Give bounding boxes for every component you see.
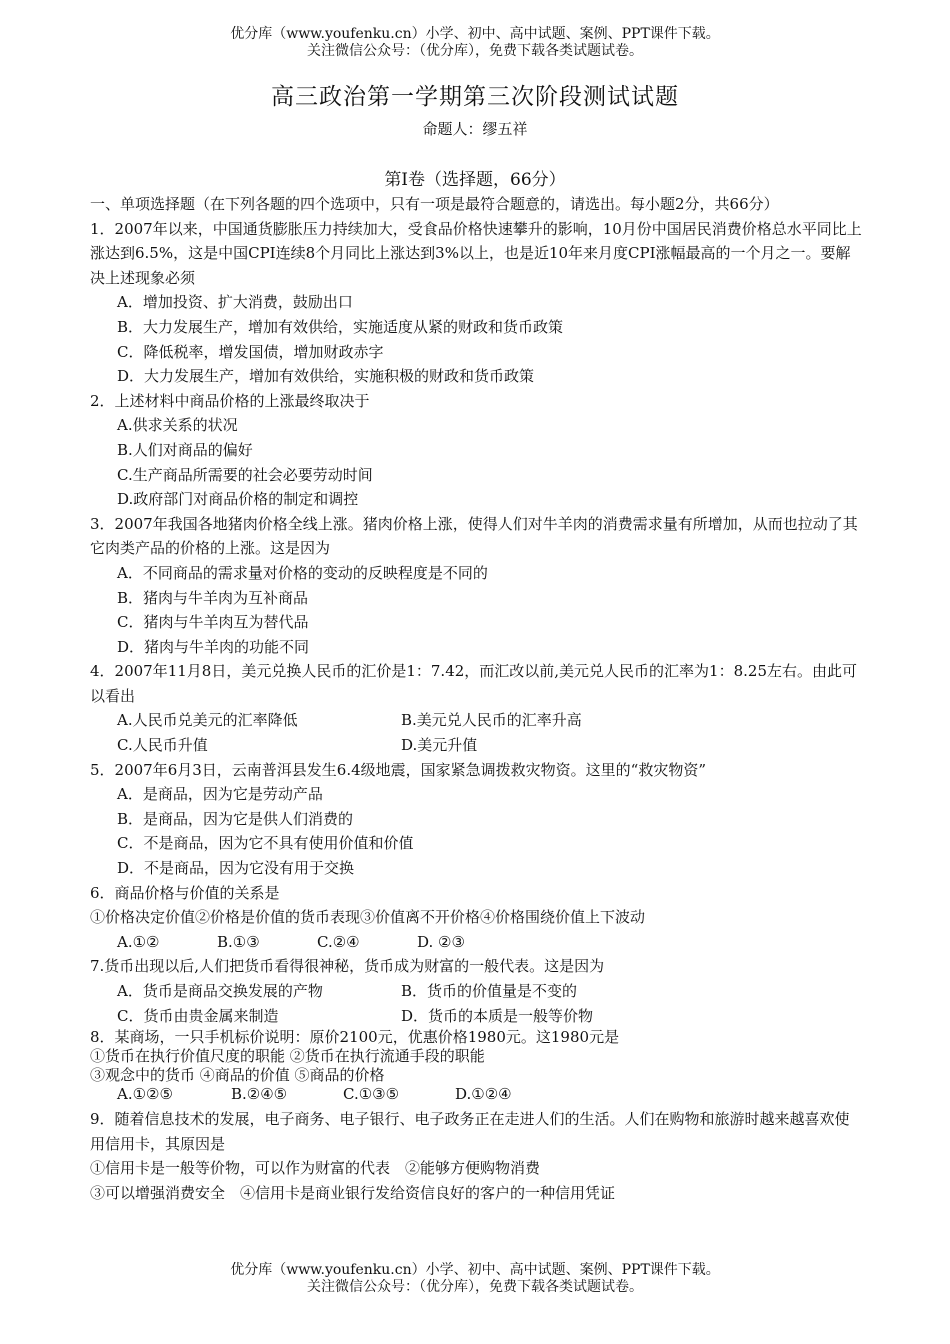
question-body — [90, 192, 862, 1206]
option-b: B．大力发展生产，增加有效供给，实施适度从紧的财政和货币政策 — [117, 317, 564, 336]
document-title: 高三政治第一学期第三次阶段测试试题 — [271, 84, 679, 110]
option-b: B.①③ — [217, 932, 260, 951]
option-a: A．不同商品的需求量对价格的变动的反映程度是不同的 — [117, 563, 488, 582]
question-2 — [90, 389, 862, 512]
footer-line-1: 优分库（www.youfenku.cn）小学、初中、高中试题、案例、PPT课件下载。 — [230, 1262, 720, 1278]
option-c: C．降低税率，增发国债，增加财政赤字 — [117, 342, 384, 361]
option-a: A.①②⑤ — [117, 1085, 173, 1104]
question-stem: 9．随着信息技术的发展，电子商务、电子银行、电子政务正在走进人们的生活。人们在购物和旅游时越来越喜欢使用信用卡，其原因是 — [90, 1110, 850, 1153]
question-stem: 3．2007年我国各地猪肉价格全线上涨。猪肉价格上涨，使得人们对牛羊肉的消费需求量有所增加，从而也拉动了其它肉类产品的价格的上涨。这是因为 — [90, 514, 858, 558]
options-row — [90, 708, 862, 733]
page-footer — [0, 1262, 950, 1296]
option-a: A．增加投资、扩大消费，鼓励出口 — [117, 293, 353, 312]
option-a: A．货币是商品交换发展的产物 — [117, 982, 323, 1000]
header-line-1: 优分库（www.youfenku.cn）小学、初中、高中试题、案例、PPT课件下载。 — [230, 26, 720, 42]
option-c: C．不是商品，因为它不具有使用价值和价值 — [117, 834, 414, 853]
option-c: C.①③⑤ — [343, 1085, 400, 1104]
question-1 — [90, 217, 862, 389]
option-b: B.人们对商品的偏好 — [117, 440, 253, 459]
option-b: B.②④⑤ — [231, 1085, 288, 1104]
option-a: A.人民币兑美元的汇率降低 — [117, 711, 298, 730]
question-4 — [90, 659, 862, 757]
option-c: C.人民币升值 — [117, 736, 208, 755]
author-line: 命题人：缪五祥 — [422, 120, 528, 138]
option-d: D. ②③ — [417, 932, 465, 951]
option-b: B.美元兑人民币的汇率升高 — [401, 711, 582, 730]
options-row — [90, 979, 862, 1004]
option-c: C．货币由贵金属来制造 — [117, 1006, 279, 1025]
question-5 — [90, 758, 862, 881]
options-row — [90, 1085, 862, 1104]
options-row — [90, 733, 862, 758]
option-c: C．猪肉与牛羊肉互为替代品 — [117, 613, 309, 632]
question-items: ③可以增强消费安全 ④信用卡是商业银行发给资信良好的客户的一种信用凭证 — [90, 1183, 616, 1202]
option-d: D．猪肉与牛羊肉的功能不同 — [117, 637, 310, 656]
option-c: C.②④ — [317, 932, 360, 951]
question-stem: 2．上述材料中商品价格的上涨最终取决于 — [90, 391, 370, 410]
question-stem: 4．2007年11月8日，美元兑换人民币的汇价是1：7.42，而汇改以前,美元兑人民币的汇率为1：8.25左右。由此可以看出 — [90, 662, 858, 705]
header-line-2: 关注微信公众号：（优分库），免费下载各类试题试卷。 — [307, 43, 643, 59]
question-items: ③观念中的货币 ④商品的价值 ⑤商品的价格 — [90, 1066, 385, 1085]
question-6 — [90, 881, 862, 955]
section-heading: 第Ⅰ卷（选择题，66分） — [384, 170, 566, 190]
question-stem: 8．某商场，一只手机标价说明：原价2100元，优惠价格1980元。这1980元是 — [90, 1028, 620, 1047]
question-stem: 1．2007年以来，中国通货膨胀压力持续加大，受食品价格快速攀升的影响，10月份中国居民消费价格总水平同比上涨达到6.5%，这是中国CPI连续8个月同比上涨达到3%以上，也是近10年来月度CPI涨幅最高的一个月之一。要解决上述现象必须 — [90, 219, 862, 287]
option-b: B．是商品，因为它是供人们消费的 — [117, 809, 354, 828]
question-stem: 6．商品价格与价值的关系是 — [90, 883, 280, 902]
option-d: D．不是商品，因为它没有用于交换 — [117, 859, 355, 878]
question-stem: 5．2007年6月3日，云南普洱县发生6.4级地震，国家紧急调拨救灾物资。这里的“救灾物资” — [90, 760, 706, 779]
question-items: ①价格决定价值②价格是价值的货币表现③价值离不开价格④价格围绕价值上下波动 — [90, 908, 646, 927]
question-items: ①信用卡是一般等价物，可以作为财富的代表 ②能够方便购物消费 — [90, 1159, 541, 1178]
page-header — [0, 26, 950, 60]
footer-line-2: 关注微信公众号：（优分库），免费下载各类试题试卷。 — [307, 1279, 643, 1295]
option-d: D.政府部门对商品价格的制定和调控 — [117, 490, 359, 509]
question-items: ①货币在执行价值尺度的职能 ②货币在执行流通手段的职能 — [90, 1047, 485, 1066]
option-a: A.①② — [117, 932, 160, 951]
question-3 — [90, 512, 862, 660]
option-a: A．是商品，因为它是劳动产品 — [117, 785, 323, 804]
option-c: C.生产商品所需要的社会必要劳动时间 — [117, 465, 373, 484]
question-9 — [90, 1107, 862, 1205]
option-b: B．货币的价值量是不变的 — [401, 982, 578, 1000]
option-d: D．货币的本质是一般等价物 — [401, 1006, 594, 1025]
instructions: 一、单项选择题（在下列各题的四个选项中，只有一项是最符合题意的，请选出。每小题2分，共66分） — [90, 195, 779, 213]
question-7 — [90, 954, 862, 1028]
options-row — [90, 930, 862, 955]
option-d: D.①②④ — [455, 1085, 512, 1104]
option-d: D.美元升值 — [401, 736, 478, 755]
option-b: B．猪肉与牛羊肉为互补商品 — [117, 588, 309, 607]
question-8 — [90, 1028, 862, 1104]
question-stem: 7.货币出现以后,人们把货币看得很神秘，货币成为财富的一般代表。这是因为 — [90, 957, 605, 976]
options-row — [90, 1004, 862, 1029]
option-a: A.供求关系的状况 — [117, 416, 238, 435]
option-d: D．大力发展生产，增加有效供给，实施积极的财政和货币政策 — [117, 367, 535, 386]
